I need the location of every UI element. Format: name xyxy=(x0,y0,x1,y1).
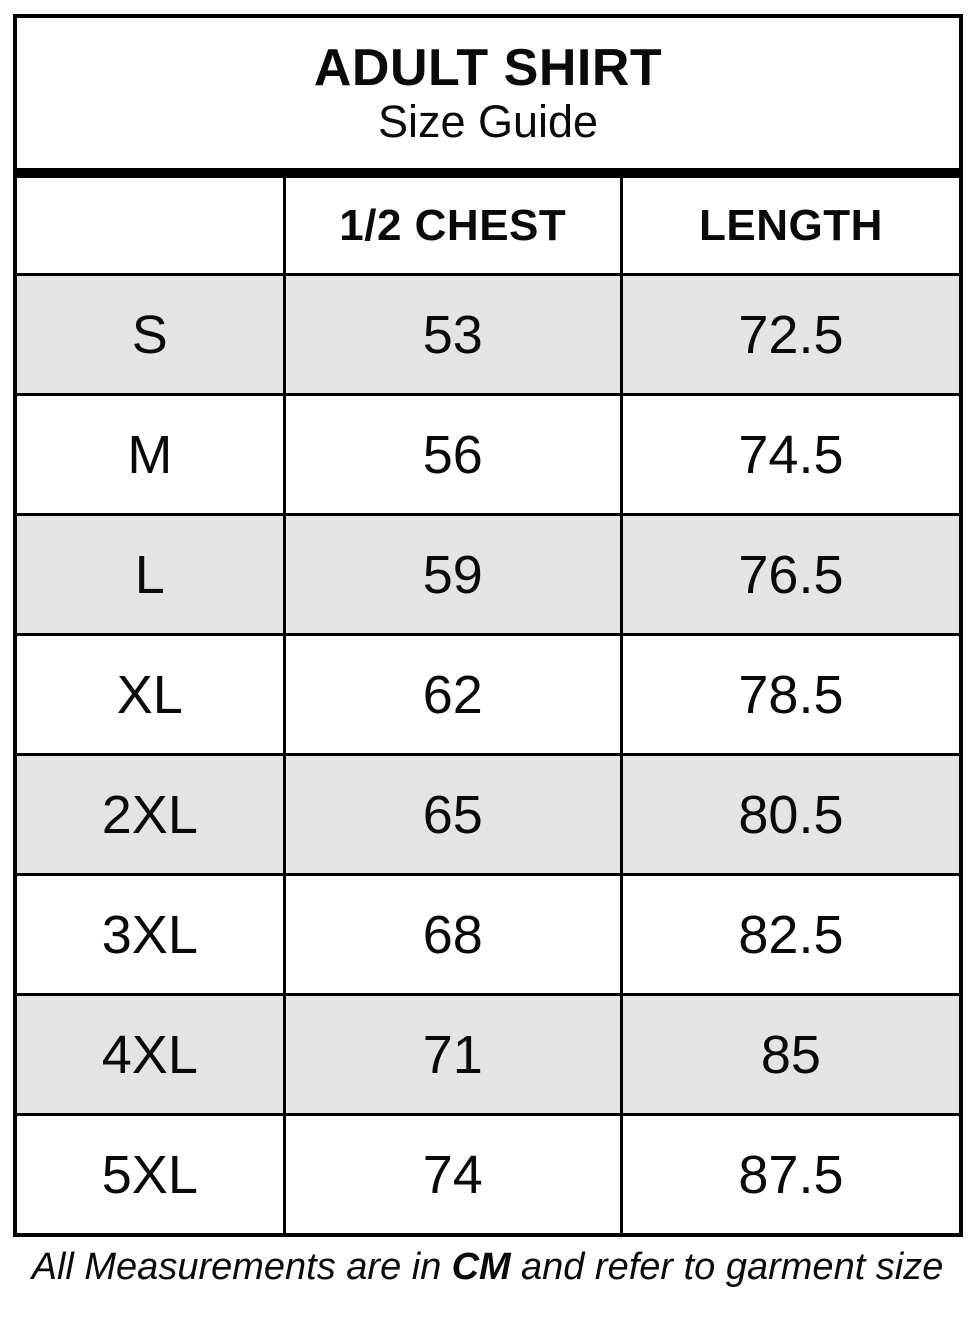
measurement-note xyxy=(0,1246,975,1289)
half-chest-cell: 65 xyxy=(283,756,620,873)
size-cell: XL xyxy=(116,664,183,725)
size-cell: S xyxy=(131,304,168,365)
half-chest-cell: 68 xyxy=(283,876,620,993)
size-chart-table xyxy=(13,14,963,1237)
table-row-s xyxy=(17,273,959,393)
table-row-3xl xyxy=(17,873,959,993)
half-chest-cell: 71 xyxy=(283,996,620,1113)
half-chest-cell: 74 xyxy=(283,1116,620,1233)
length-cell: 78.5 xyxy=(620,636,959,753)
chart-title-block xyxy=(17,18,959,168)
table-row-m xyxy=(17,393,959,513)
size-cell: 4XL xyxy=(101,1024,198,1085)
chart-subtitle: Size Guide xyxy=(377,95,599,147)
note-unit: CM xyxy=(451,1246,511,1288)
table-row-xl xyxy=(17,633,959,753)
length-cell: 85 xyxy=(620,996,959,1113)
title-divider xyxy=(17,168,959,178)
size-cell: L xyxy=(134,544,165,605)
half-chest-cell: 53 xyxy=(283,276,620,393)
length-cell: 76.5 xyxy=(620,516,959,633)
table-row-2xl xyxy=(17,753,959,873)
length-cell: 87.5 xyxy=(620,1116,959,1233)
length-cell: 82.5 xyxy=(620,876,959,993)
note-suffix: and refer to garment size xyxy=(520,1246,944,1288)
length-cell: 74.5 xyxy=(620,396,959,513)
length-cell: 80.5 xyxy=(620,756,959,873)
table-row-l xyxy=(17,513,959,633)
half-chest-cell: 59 xyxy=(283,516,620,633)
table-row-5xl xyxy=(17,1113,959,1233)
size-cell: 2XL xyxy=(101,784,198,845)
half-chest-column-header: 1/2 CHEST xyxy=(283,178,620,273)
chart-title: ADULT SHIRT xyxy=(313,38,663,97)
table-row-4xl xyxy=(17,993,959,1113)
size-cell: 5XL xyxy=(101,1144,198,1205)
length-cell: 72.5 xyxy=(620,276,959,393)
size-column-header xyxy=(17,178,283,273)
note-prefix: All Measurements are in xyxy=(31,1246,442,1288)
table-header-row xyxy=(17,178,959,273)
length-column-header: LENGTH xyxy=(620,178,959,273)
half-chest-cell: 62 xyxy=(283,636,620,753)
half-chest-cell: 56 xyxy=(283,396,620,513)
size-cell: 3XL xyxy=(101,904,198,965)
size-cell: M xyxy=(127,424,173,485)
